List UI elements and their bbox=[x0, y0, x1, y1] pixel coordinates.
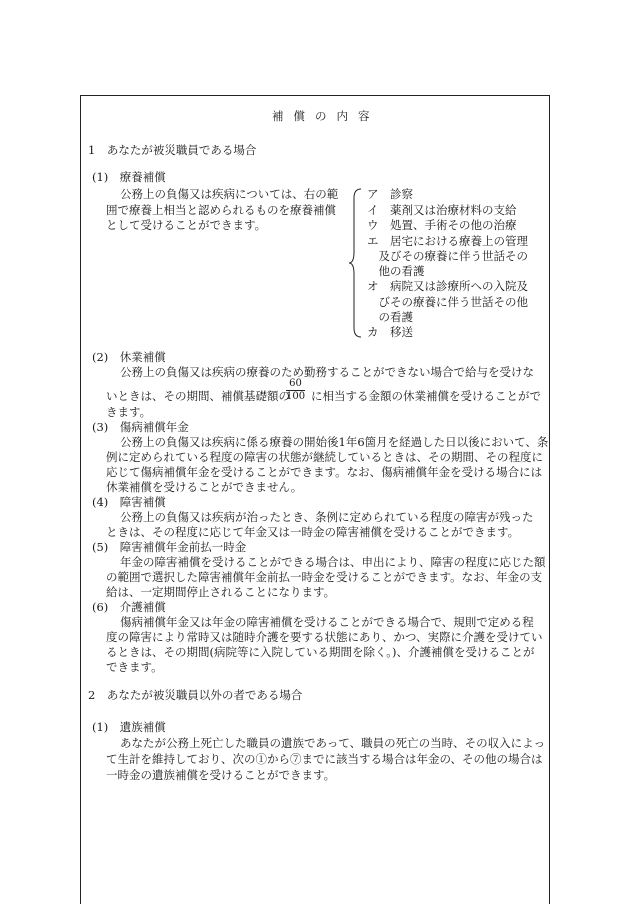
s1-2-text-2a: いときは、その期間、補償基礎額の bbox=[106, 389, 290, 403]
s1-1-text-1: 公務上の負傷又は疾病については、右の範 bbox=[120, 187, 339, 201]
s1-2-heading: (2) 休業補償 bbox=[92, 350, 166, 364]
care-list-item-o: オ 病院又は診療所への入院及 bbox=[367, 279, 528, 293]
section-1-heading: 1 あなたが被災職員である場合 bbox=[88, 143, 257, 157]
care-list-item-e: エ 居宅における療養上の管理 bbox=[367, 234, 528, 248]
care-list-item-o-cont-2: の看護 bbox=[367, 310, 413, 324]
s1-6-text-2: 度の障害により常時又は随時介護を要する状態にあり、かつ、実際に介護を受けてい bbox=[106, 630, 543, 644]
s1-6-text-1: 傷病補償年金又は年金の障害補償を受けることができる場合で、規則で定める程 bbox=[120, 615, 534, 629]
s1-6-heading: (6) 介護補償 bbox=[92, 600, 166, 614]
s1-3-text-4: 休業補償を受けることができません。 bbox=[106, 480, 303, 494]
care-list-item-u: ウ 処置、手術その他の治療 bbox=[367, 218, 517, 232]
care-list-item-e-cont-2: 他の看護 bbox=[367, 264, 425, 278]
s2-1-text-2: て生計を維持しており、次の①から⑦までに該当する場合は年金の、その他の場合は bbox=[106, 752, 543, 766]
s1-4-text-2: ときは、その程度に応じて年金又は一時金の障害補償を受けることができます。 bbox=[106, 525, 520, 539]
s2-1-text-3: 一時金の遺族補償を受けることができます。 bbox=[106, 768, 336, 782]
s1-3-heading: (3) 傷病補償年金 bbox=[92, 420, 189, 434]
fraction-denominator: 100 bbox=[286, 391, 306, 402]
s1-5-heading: (5) 障害補償年金前払一時金 bbox=[92, 540, 247, 554]
s1-2-text-2b: に相当する金額の休業補償を受けることがで bbox=[311, 389, 541, 403]
s1-3-text-2: 例に定められている程度の障害の状態が継続しているときは、その期間、その程度に bbox=[106, 450, 543, 464]
care-list-item-o-cont-1: びその療養に伴う世話その他 bbox=[367, 295, 528, 309]
care-list-item-a: ア 診察 bbox=[367, 187, 413, 201]
s1-6-text-3: るときは、その期間(病院等に入院している期間を除く。)、介護補償を受けることが bbox=[106, 645, 535, 659]
s1-6-text-4: できます。 bbox=[106, 660, 163, 674]
s1-3-text-3: 応じて傷病補償年金を受けることができます。なお、傷病補償年金を受ける場合には bbox=[106, 465, 543, 479]
s1-2-text-1: 公務上の負傷又は疾病の療養のため勤務することができない場合で給与を受けな bbox=[120, 365, 534, 379]
section-2-heading: 2 あなたが被災職員以外の者である場合 bbox=[88, 688, 303, 702]
s1-5-text-3: 給は、一定期間停止されることになります。 bbox=[106, 585, 336, 599]
fraction-60-100 bbox=[286, 379, 305, 402]
page-title: 補償の内容 bbox=[272, 109, 380, 123]
care-list-item-ka: カ 移送 bbox=[367, 325, 413, 339]
s1-1-text-3: として受けることができます。 bbox=[106, 218, 267, 232]
care-list-item-e-cont-1: 及びその療養に伴う世話その bbox=[367, 249, 528, 263]
s1-2-text-3: きます。 bbox=[106, 405, 152, 419]
care-list-item-i: イ 薬剤又は治療材料の支給 bbox=[367, 203, 517, 217]
s1-1-text-2: 囲で療養上相当と認められるものを療養補償 bbox=[106, 203, 336, 217]
s1-1-heading: (1) 療養補償 bbox=[92, 170, 166, 184]
s1-5-text-1: 年金の障害補償を受けることができる場合は、申出により、障害の程度に応じた額 bbox=[120, 555, 546, 569]
s1-4-heading: (4) 障害補償 bbox=[92, 495, 166, 509]
fraction-numerator: 60 bbox=[286, 379, 305, 391]
s2-1-text-1: あなたが公務上死亡した職員の遺族であって、職員の死亡の当時、その収入によっ bbox=[120, 736, 546, 750]
s1-3-text-1: 公務上の負傷又は疾病に係る療養の開始後1年6箇月を経過した日以後において、条 bbox=[120, 435, 549, 449]
s1-4-text-1: 公務上の負傷又は疾病が治ったとき、条例に定められている程度の障害が残った bbox=[120, 510, 534, 524]
s1-5-text-2: の範囲で選択した障害補償年金前払一時金を受けることができます。なお、年金の支 bbox=[106, 570, 543, 584]
s2-1-heading: (1) 遺族補償 bbox=[92, 720, 166, 734]
brace-bracket bbox=[348, 188, 362, 338]
